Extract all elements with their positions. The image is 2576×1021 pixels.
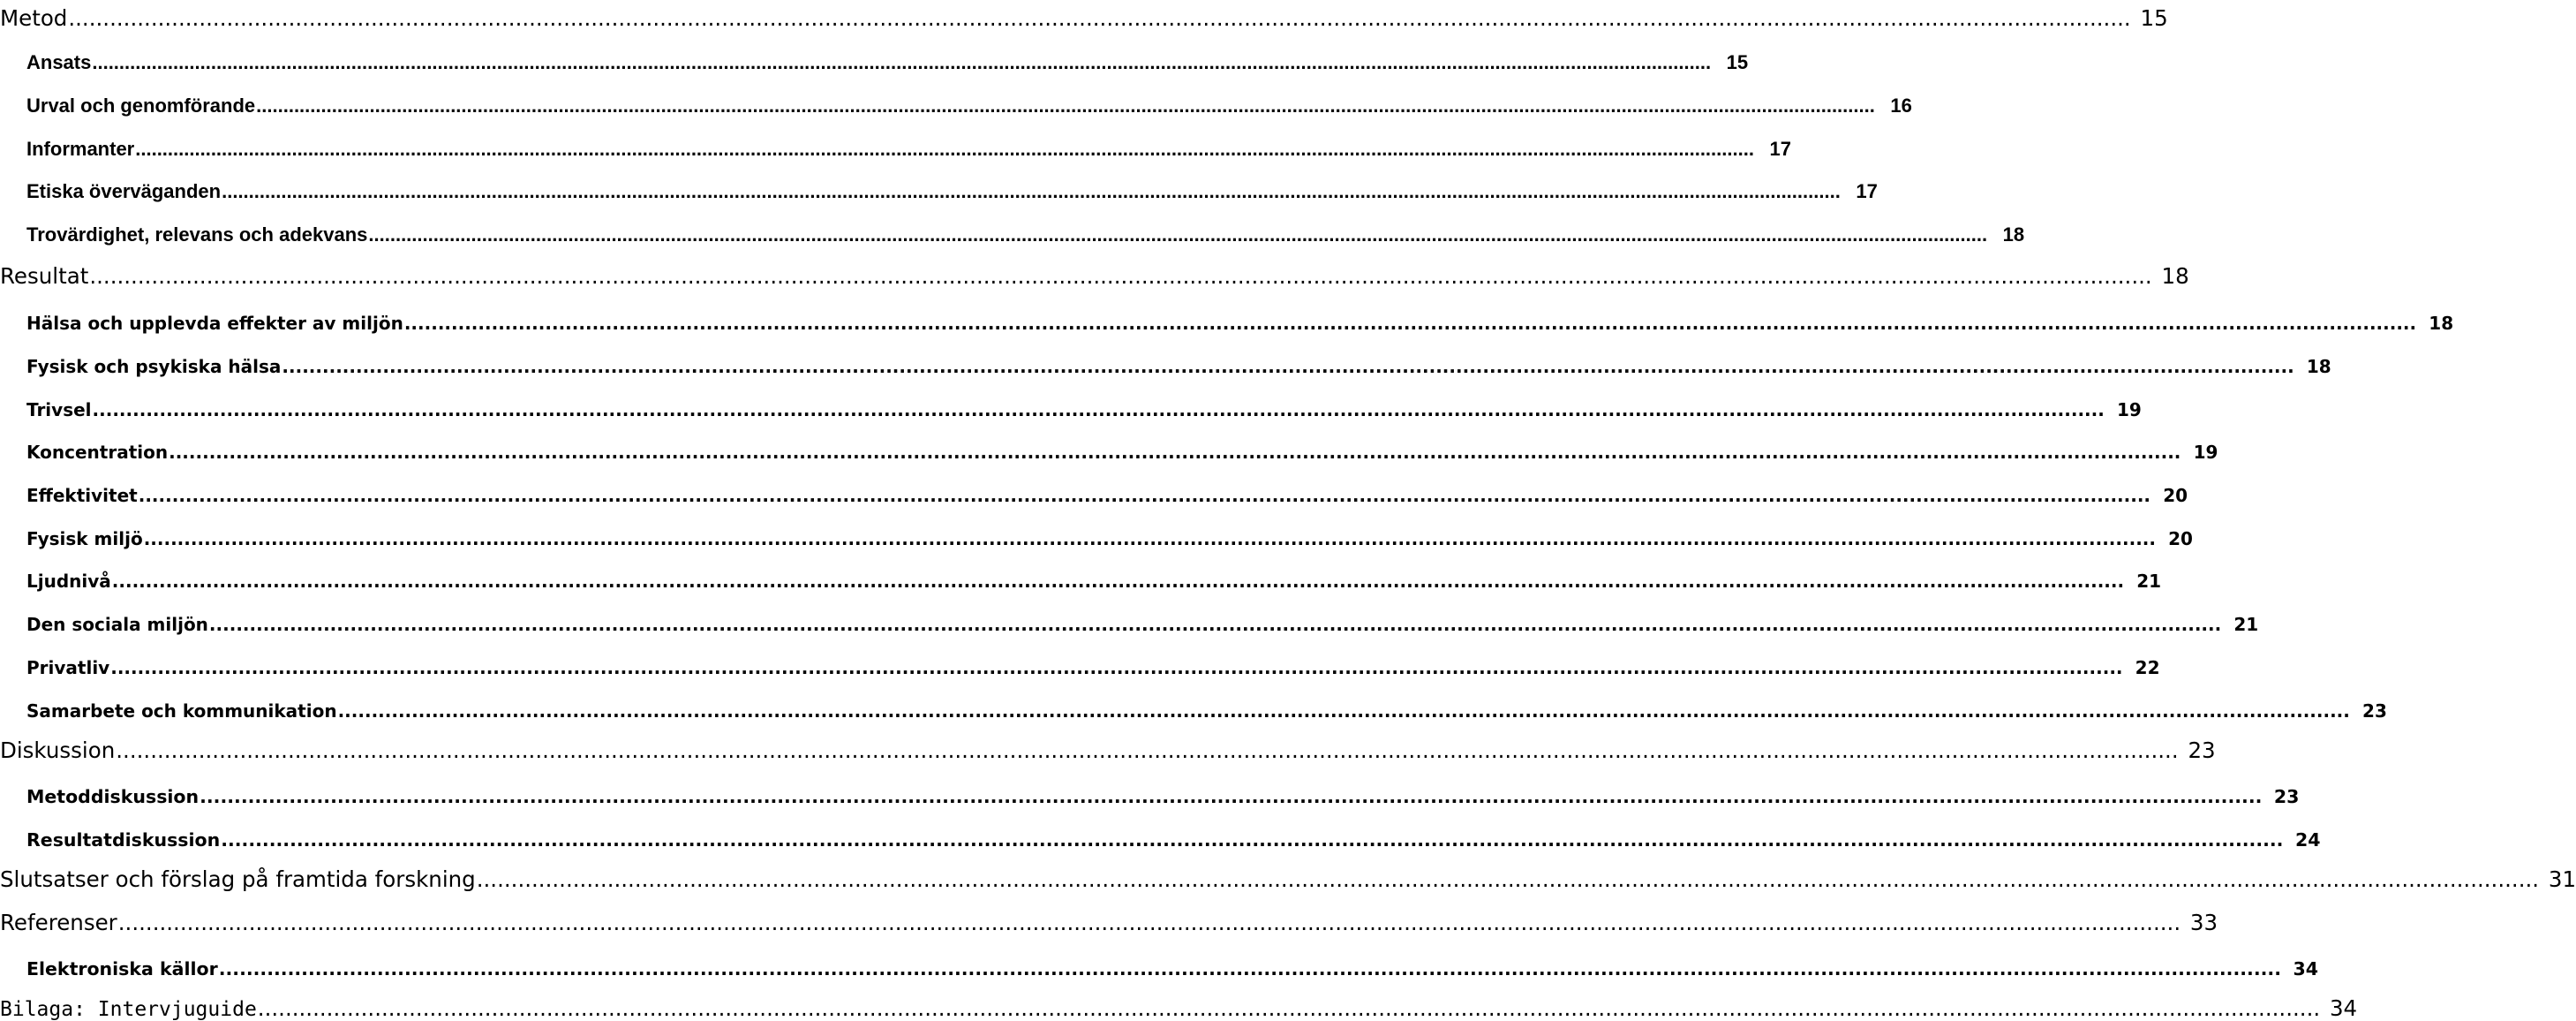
toc-entry-ljudniva[interactable] — [0, 549, 2162, 592]
toc-entry-metod[interactable] — [0, 0, 2168, 31]
toc-entry-page: 16 — [1890, 95, 1912, 117]
toc-entry-page: 20 — [2163, 485, 2188, 506]
toc-entry-page: 19 — [2116, 399, 2142, 420]
toc-entry-page: 23 — [2188, 737, 2216, 763]
toc-entry-slutsatser[interactable] — [0, 850, 2576, 892]
toc-entry-page: 15 — [2140, 5, 2168, 31]
dot-leader: ............................................................................................................................................................................................................................................................................................................ — [138, 485, 2151, 506]
toc-entry-page: 23 — [2273, 786, 2300, 807]
toc-entry-title: Hälsa och upplevda effekter av miljön — [26, 313, 403, 334]
toc-entry-referenser[interactable] — [0, 893, 2218, 935]
toc-entry-title: Ansats — [26, 51, 92, 73]
toc-entry-diskussion[interactable] — [0, 721, 2216, 763]
dot-leader: ............................................................................................................................................................................................................................................................................................................ — [143, 528, 2156, 549]
toc-entry-elektroniska-kallor[interactable] — [0, 937, 2318, 979]
toc-entry-title: Effektivitet — [26, 485, 138, 506]
toc-entry-title: Den sociala miljön — [26, 614, 208, 635]
toc-entry-page: 23 — [2362, 700, 2387, 722]
toc-entry-resultat[interactable] — [0, 246, 2189, 289]
dot-leader: ............................................................................................................................................................................................................................................................................................................ — [218, 958, 2281, 979]
toc-entry-fysisk-miljo[interactable] — [0, 507, 2193, 549]
toc-entry-page: 19 — [2193, 442, 2218, 463]
dot-leader: ............................................................................................................................................................................................................................................................................................................ — [221, 829, 2284, 851]
toc-entry-title: Resultat — [0, 263, 89, 289]
toc-entry-title: Elektroniska källor — [26, 958, 218, 979]
toc-entry-effektivitet[interactable] — [0, 464, 2188, 506]
toc-entry-metoddiskussion[interactable] — [0, 765, 2300, 807]
dot-leader: ............................................................................................................................................................................................................................................................................................................ — [337, 700, 2350, 722]
toc-entry-title: Ljudnivå — [26, 571, 111, 592]
toc-entry-title: Bilaga: Intervjuguide — [0, 998, 257, 1021]
toc-entry-page: 33 — [2189, 910, 2218, 935]
toc-entry-page: 24 — [2294, 829, 2321, 851]
toc-entry-title: Etiska överväganden — [26, 180, 222, 202]
toc-entry-title: Fysisk miljö — [26, 528, 143, 549]
dot-leader: ............................................................................................................................................................................................................................................................................................................ — [200, 786, 2263, 807]
toc-entry-title: Urval och genomförande — [26, 95, 256, 117]
toc-entry-page: 21 — [2233, 614, 2259, 635]
dot-leader: ............................................................................................................................................................................................................................................................................................................ — [92, 51, 1712, 73]
toc-entry-page: 31 — [2548, 866, 2576, 892]
dot-leader: ............................................................................................................................................................................................................................................................................................................ — [257, 995, 2321, 1021]
toc-entry-title: Privatliv — [26, 657, 110, 678]
toc-entry-page: 20 — [2168, 528, 2193, 549]
toc-entry-privatliv[interactable] — [0, 636, 2160, 678]
toc-entry-title: Metoddiskussion — [26, 786, 200, 807]
toc-entry-title: Koncentration — [26, 442, 169, 463]
toc-entry-title: Diskussion — [0, 737, 116, 763]
toc-entry-page: 22 — [2135, 657, 2160, 678]
dot-leader: ............................................................................................................................................................................................................................................................................................................ — [68, 5, 2131, 31]
toc-entry-page: 18 — [2429, 313, 2454, 334]
dot-leader: ............................................................................................................................................................................................................................................................................................................ — [116, 737, 2179, 763]
toc-entry-page: 15 — [1726, 51, 1749, 73]
toc-entry-koncentration[interactable] — [0, 420, 2218, 463]
dot-leader: ............................................................................................................................................................................................................................................................................................................ — [117, 910, 2181, 935]
dot-leader: ............................................................................................................................................................................................................................................................................................................ — [92, 399, 2105, 420]
toc-entry-page: 34 — [2329, 995, 2358, 1021]
toc-entry-fysisk-halsa[interactable] — [0, 335, 2331, 377]
toc-entry-page: 17 — [1769, 138, 1791, 160]
dot-leader: ............................................................................................................................................................................................................................................................................................................ — [89, 263, 2152, 289]
toc-entry-title: Samarbete och kommunikation — [26, 700, 337, 722]
dot-leader: ............................................................................................................................................................................................................................................................................................................ — [110, 657, 2123, 678]
dot-leader: ............................................................................................................................................................................................................................................................................................................ — [111, 571, 2125, 592]
toc-entry-urval[interactable] — [0, 75, 1912, 117]
toc-entry-trovardighet[interactable] — [0, 204, 2025, 246]
toc-entry-title: Slutsatser och förslag på framtida forskning — [0, 866, 476, 892]
dot-leader: ............................................................................................................................................................................................................................................................................................................ — [368, 223, 1988, 246]
toc-entry-resultatdiskussion[interactable] — [0, 808, 2321, 851]
toc-entry-page: 21 — [2136, 571, 2162, 592]
toc-entry-title: Resultatdiskussion — [26, 829, 221, 851]
dot-leader: ............................................................................................................................................................................................................................................................................................................ — [256, 95, 1875, 117]
toc-entry-informanter[interactable] — [0, 118, 1791, 161]
toc-entry-page: 18 — [2306, 356, 2331, 377]
toc-entry-page: 18 — [2002, 223, 2025, 246]
toc-entry-title: Trovärdighet, relevans och adekvans — [26, 223, 368, 246]
toc-entry-title: Metod — [0, 5, 68, 31]
dot-leader: ............................................................................................................................................................................................................................................................................................................ — [403, 313, 2417, 334]
toc-entry-sociala-miljon[interactable] — [0, 593, 2259, 635]
dot-leader: ............................................................................................................................................................................................................................................................................................................ — [282, 356, 2294, 377]
toc-entry-page: 17 — [1856, 180, 1878, 202]
toc-entry-ansats[interactable] — [0, 32, 1749, 74]
dot-leader: ............................................................................................................................................................................................................................................................................................................ — [222, 180, 1841, 202]
toc-entry-halsa[interactable] — [0, 291, 2454, 334]
toc-entry-trivsel[interactable] — [0, 378, 2142, 420]
toc-entry-page: 18 — [2161, 263, 2189, 289]
dot-leader: ............................................................................................................................................................................................................................................................................................................ — [208, 614, 2222, 635]
toc-entry-title: Trivsel — [26, 399, 92, 420]
toc-entry-page: 34 — [2293, 958, 2318, 979]
toc-entry-title: Informanter — [26, 138, 135, 160]
toc-entry-title: Fysisk och psykiska hälsa — [26, 356, 282, 377]
toc-entry-samarbete[interactable] — [0, 679, 2387, 722]
dot-leader: ............................................................................................................................................................................................................................................................................................................ — [135, 138, 1754, 160]
toc-entry-bilaga[interactable] — [0, 979, 2358, 1021]
toc-entry-etiska[interactable] — [0, 161, 1878, 203]
dot-leader: ............................................................................................................................................................................................................................................................................................................ — [476, 866, 2540, 892]
toc-entry-title: Referenser — [0, 910, 117, 935]
dot-leader: ............................................................................................................................................................................................................................................................................................................ — [169, 442, 2181, 463]
